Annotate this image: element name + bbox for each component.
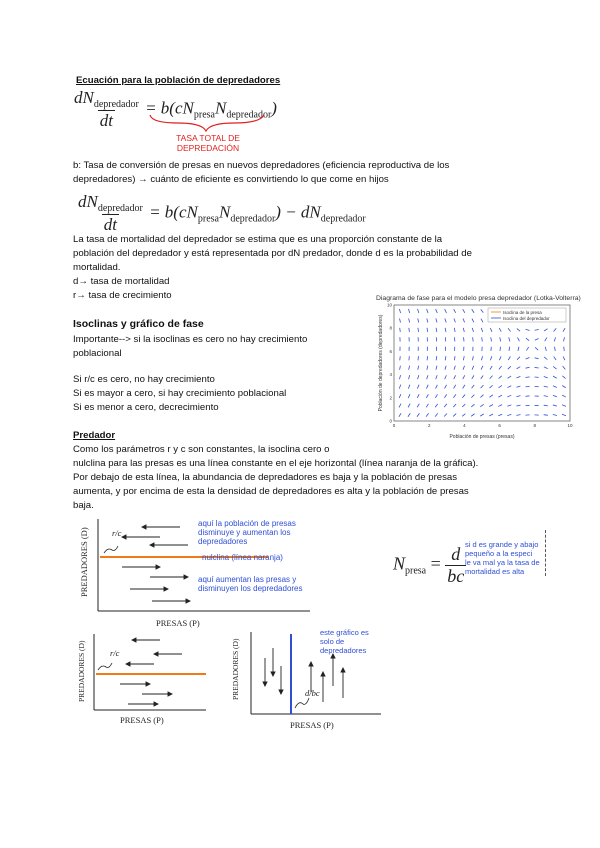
eq1-rhs-mid: N (214, 98, 227, 118)
brace-label-line2: DEPREDACIÓN (176, 143, 240, 153)
phase-y-tick-label: 6 (389, 348, 392, 354)
graph3-ylabel: PREDADORES (D) (231, 638, 240, 700)
phase-plot-title: Diagrama de fase para el modelo presa depredador (Lotka-Volterra) (376, 295, 581, 302)
phase-y-tick-label: 10 (386, 303, 392, 308)
isoclines-case-zero: Si r/c es cero, no hay crecimiento (73, 374, 215, 385)
phase-x-tick-label: 6 (498, 423, 501, 428)
graph1-note-bottom (198, 575, 303, 593)
graph1-note-mid: nulclina (línea naranja) (202, 553, 283, 562)
graph-prey-nullcline-small (70, 630, 210, 720)
b-definition-line1: b: Tasa de conversión de presas en nuevos depredadores (eficiencia reproductiva de los (73, 160, 450, 171)
npresa-num: d (451, 544, 461, 564)
phase-vector-arrow (473, 337, 474, 341)
brace-annotation (148, 113, 268, 133)
brace-label (176, 133, 240, 153)
eq1-rhs-prefix: = b(cN (145, 98, 194, 118)
npresa-lhs: N (393, 553, 406, 574)
eq1-den: dt (99, 111, 114, 130)
eq2-rhs-prefix: = b(cN (149, 202, 198, 222)
graph3-curve-mark (295, 698, 309, 708)
equation-predator-mortality (76, 192, 366, 235)
eq2-rhs-sub3: depredador (320, 213, 366, 225)
graph1-arrows-left (122, 525, 188, 547)
npresa-note-line4: mortalidad es alta (465, 567, 525, 576)
graph1-note-top-line3: depredadores (198, 537, 248, 546)
graph2-xlabel: PRESAS (P) (120, 715, 164, 725)
phase-x-tick-label: 0 (392, 423, 396, 428)
graph3-note-line3: depredadores (320, 646, 367, 655)
npresa-lhs-sub: presa (405, 565, 427, 577)
isoclines-important-line1: Importante--> si la isoclinas es cero no hay crecimiento (73, 334, 308, 345)
phase-vector-arrow (535, 367, 539, 368)
formula-n-presa (393, 544, 466, 587)
phase-xlabel: Población de presas (presas) (449, 434, 515, 440)
graph3-xlabel: PRESAS (P) (290, 720, 334, 730)
graph1-ylabel: PREDADORES (D) (79, 527, 89, 597)
graph1-note-bottom-line1: aquí aumentan las presas y (198, 575, 297, 584)
isoclines-case-positive: Si es mayor a cero, si hay crecimiento poblacional (73, 388, 287, 399)
eq2-rhs-suffix: ) − dN (275, 202, 321, 222)
mortality-line2: población del depredador y está representada por dN predador, donde d es la probabilidad de (73, 248, 472, 259)
phase-plot (376, 303, 576, 441)
eq2-rhs-mid: N (218, 202, 231, 222)
phase-ylabel: Población de depredadores (depredadores) (378, 314, 384, 412)
graph1-note-bottom-line2: disminuyen los depredadores (198, 584, 303, 593)
npresa-note-line1: si d es grande y abajo (465, 540, 539, 549)
legend-predator-isocline: Isoclina del depredador (503, 316, 550, 321)
phase-x-tick-label: 2 (427, 423, 431, 428)
isoclines-heading: Isoclinas y gráfico de fase (73, 318, 204, 330)
isoclines-important-line2: poblacional (73, 348, 122, 359)
red-brace (150, 115, 264, 131)
phase-x-tick-label: 4 (463, 423, 466, 428)
eq1-num-sub: depredador (93, 99, 139, 110)
mortality-line3: mortalidad. (73, 262, 121, 273)
phase-vector-arrow (564, 347, 565, 351)
eq1-rhs-suffix: ) (271, 98, 277, 118)
graph2-curve-mark (98, 663, 112, 670)
graph3-note-line1: este gráfico es (320, 628, 369, 637)
phase-x-tick-label: 10 (567, 423, 573, 428)
graph2-arrows-left (126, 638, 182, 666)
graph2-ylabel: PREDADORES (D) (77, 640, 86, 702)
eq2-num: dN (78, 192, 98, 211)
graph3-dbc-label: d/bc (305, 688, 320, 698)
npresa-note-dashed-border (545, 530, 546, 576)
predador-paragraph-line5: baja. (73, 500, 94, 511)
graph3-note-line2: solo de (320, 637, 345, 646)
predador-heading: Predador (73, 430, 116, 441)
mortality-line1: La tasa de mortalidad del depredador se estima que es una proporción constante de la (73, 234, 443, 245)
eq2-rhs-sub2: depredador (230, 213, 276, 225)
phase-plot-frame (394, 305, 570, 421)
npresa-note-line3: le va mal ya la tasa de (465, 558, 540, 567)
npresa-note (465, 540, 540, 576)
legend-prey-isocline: Isoclina de la presa (503, 310, 542, 315)
graph2-arrows-right (120, 682, 172, 706)
graph1-curve-mark (104, 546, 118, 553)
eq1-rhs-sub1: presa (193, 109, 215, 121)
npresa-den: bc (447, 566, 465, 586)
phase-plot-svg (376, 303, 576, 441)
eq2-num-sub: depredador (97, 203, 143, 214)
predador-paragraph-line1: Como los parámetros r y c son constantes, la isoclina cero o (73, 444, 330, 455)
graph3-arrows-down (263, 648, 283, 694)
graph2-svg (70, 630, 210, 720)
graph1-note-top-line2: disminuye y aumentan los (198, 528, 291, 537)
graph2-rc-label: r/c (110, 648, 120, 658)
graph1-xlabel: PRESAS (P) (156, 618, 200, 628)
npresa-note-line2: pequeño a la especi (465, 549, 533, 558)
graph1-rc-label: r/c (112, 528, 122, 538)
graph1-arrows-right (122, 565, 190, 603)
predador-paragraph-line4: aumenta, y por encima de esta la densidad de depredadores es alta y la población de presas (73, 486, 469, 497)
predador-paragraph-line2: nulclina para las presas es una línea constante en el eje horizontal (línea naranja de la gráfica). (73, 458, 479, 469)
section-title-predator-equation: Ecuación para la población de depredadores (76, 75, 281, 86)
eq2-den: dt (103, 215, 118, 234)
graph1-note-top-line1: aquí la población de presas (198, 519, 296, 528)
d-definition: d→ tasa de mortalidad (73, 276, 170, 287)
eq1-num: dN (74, 88, 94, 107)
npresa-equals: = (430, 553, 441, 574)
phase-vector-arrow (409, 356, 410, 360)
r-definition: r→ tasa de crecimiento (73, 290, 172, 301)
graph1-note-top (198, 519, 296, 546)
phase-y-tick-label: 8 (389, 325, 392, 331)
phase-vector-arrow (418, 356, 419, 360)
eq1-rhs-sub2: depredador (226, 109, 272, 121)
brace-label-line1: TASA TOTAL DE (176, 133, 240, 143)
phase-y-tick-label: 0 (389, 418, 392, 424)
phase-y-tick-label: 2 (389, 395, 392, 401)
isoclines-case-negative: Si es menor a cero, decrecimiento (73, 402, 219, 413)
eq2-rhs-sub1: presa (197, 213, 219, 225)
phase-x-tick-label: 8 (533, 423, 537, 428)
predador-paragraph-line3: Por debajo de esta línea, la abundancia de depredadores es baja y la población de presas (73, 472, 458, 483)
graph3-note (320, 628, 369, 655)
phase-y-tick-label: 4 (389, 372, 392, 378)
b-definition-line2: depredadores) → cuánto de eficiente es convirtiendo lo que come en hijos (73, 174, 389, 185)
